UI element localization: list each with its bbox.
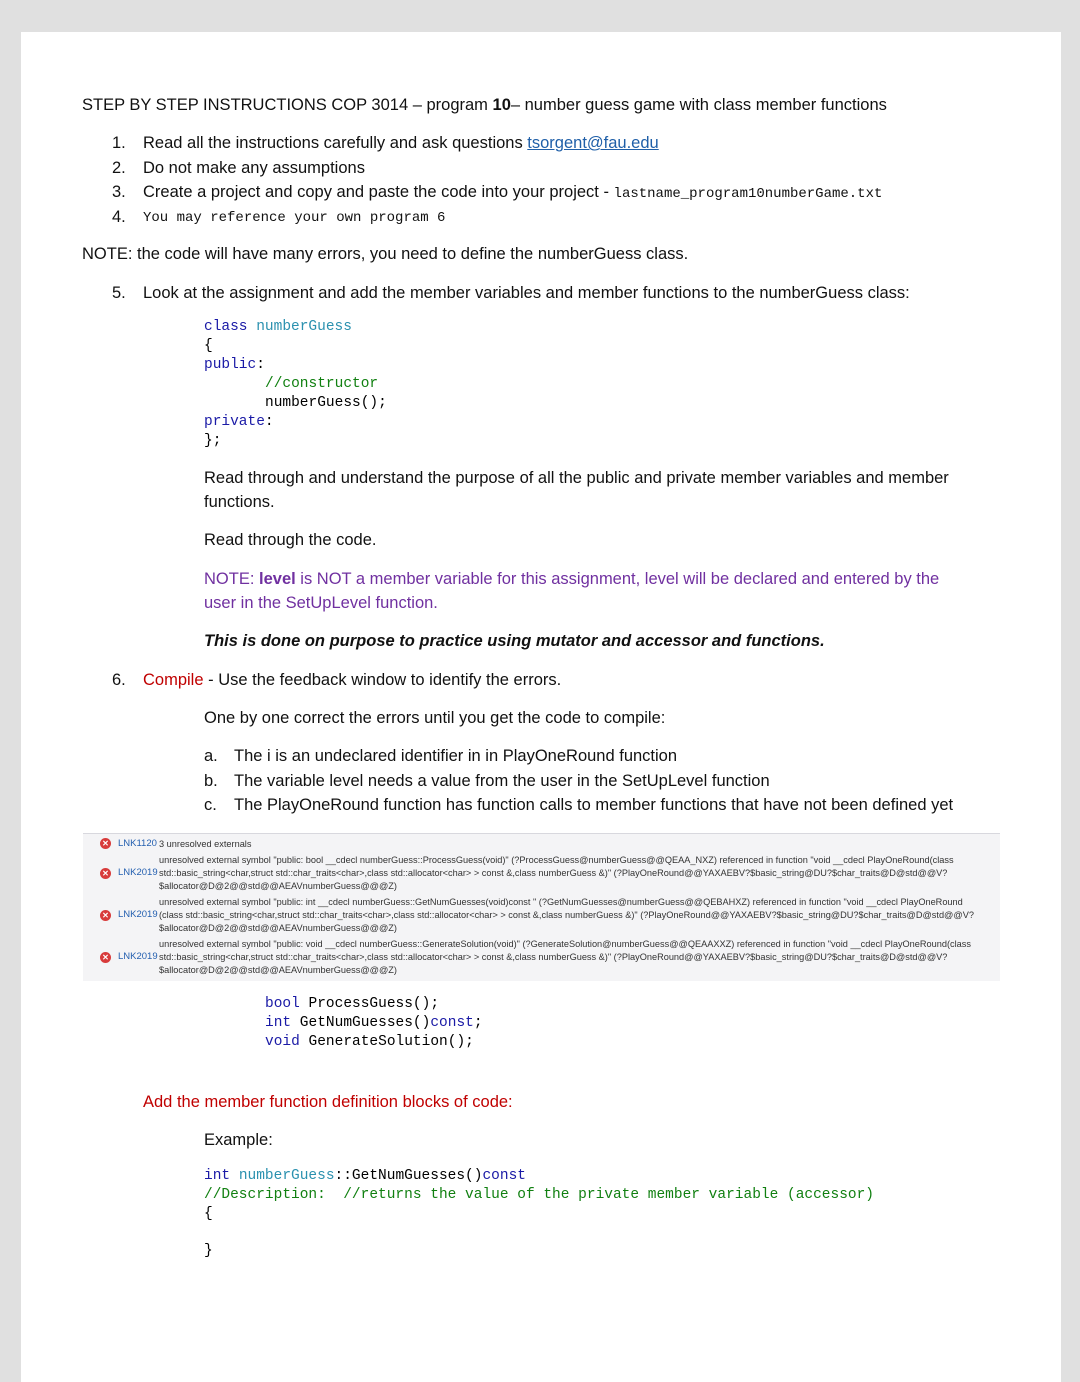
error-message[interactable]: unresolved external symbol "public: int __cdecl numberGuess::GetNumGuesses(void)const " (?GetNumGuesses@numberGuess@@QEBAHXZ) referenced in function "void __cdecl PlayOneRound <box>159 897 963 907</box>
error-message-cont: $allocator@D@2@@std@@AEAVnumberGuess@@@Z) <box>159 881 397 891</box>
step-number: 4. <box>112 208 126 226</box>
para-read-purpose: Read through and understand the purpose of all the public and private member variables and member <box>204 469 949 487</box>
error-circle-icon: ✕ <box>100 838 111 849</box>
emphasis-note: This is done on purpose to practice using mutator and accessor and functions. <box>204 632 825 650</box>
add-definitions-heading: Add the member function definition blocks of code: <box>143 1093 513 1111</box>
step-number: 6. <box>112 671 126 689</box>
para-correct-errors: One by one correct the errors until you get the code to compile: <box>204 709 666 727</box>
error-code[interactable]: LNK1120 <box>118 838 157 849</box>
note-level-cont: user in the SetUpLevel function. <box>204 594 438 612</box>
step-number: 5. <box>112 284 126 302</box>
step-number: 2. <box>112 159 126 177</box>
email-link[interactable]: tsorgent@fau.edu <box>527 134 659 152</box>
step-1: Read all the instructions carefully and ask questions tsorgent@fau.edu <box>143 134 659 152</box>
para-read-code: Read through the code. <box>204 531 377 549</box>
sub-step-letter: b. <box>204 772 218 790</box>
step-number: 1. <box>112 134 126 152</box>
error-code[interactable]: LNK2019 <box>118 909 158 920</box>
document-title: STEP BY STEP INSTRUCTIONS COP 3014 – program 10– number guess game with class member functions <box>82 96 887 114</box>
error-code[interactable]: LNK2019 <box>118 951 158 962</box>
note-class-errors: NOTE: the code will have many errors, you need to define the numberGuess class. <box>82 245 689 263</box>
error-circle-icon: ✕ <box>100 910 111 921</box>
filename-code: lastname_program10numberGame.txt <box>613 186 883 202</box>
note-level: NOTE: level is NOT a member variable for this assignment, level will be declared and entered by the <box>204 570 940 588</box>
error-message[interactable]: unresolved external symbol "public: bool __cdecl numberGuess::ProcessGuess(void)" (?ProcessGuess@numberGuess@@QEAA_NXZ) referenced in function "void __cdecl PlayOneRound(class <box>159 855 954 865</box>
document-page: STEP BY STEP INSTRUCTIONS COP 3014 – program 10– number guess game with class member functions 1. Read all the instructions carefully and ask questions tsorgent@fau.edu 2. Do not make any assumptions 3. Create a project and copy and paste the code into your project - lastname_program10numberGame.txt 4. You may reference your own program 6 NOTE: the code will have many errors, you need to define the numberGuess class. 5. Look at the assignment and add the member variables and member functions to the numberGuess class: class numberGuess { public: //constructor numberGuess(); private: }; Read through and understand the purpose of all the public and private member variables and member functions. Read through the code. NOTE: level is NOT a member variable for this assignment, level will be declared and entered by the user in the SetUpLevel function. This is done on purpose to practice using mutator and accessor and functions. 6. Compile - Use the feedback window to identify the errors. One by one correct the errors until you get the code to compile: a. The i is an undeclared identifier in in PlayOneRound function b. The variable level needs a value from the user in the SetUpLevel function c. The PlayOneRound function has function calls to member functions that have not been defined yet ✕ LNK1120 3 unresolved externals unresolved external symbol "public: bool __cdecl numberGuess::ProcessGuess(void)" (?ProcessGuess@numberGuess@@QEAA_NXZ) referenced in function "void __cdecl PlayOneRound(class ✕ LNK2019 std::basic_string<char,struct std::char_traits<char>,class std::allocator<char> > const &,class numberGuess &)" (?PlayOneRound@@YAXAEBV?$basic_string@DU?$char_traits@D@std@@V? $allocator@D@2@@std@@AEAVnumberGuess@@@Z) unresolved external symbol "public: int __cdecl numberGuess::GetNumGuesses(void)const " (?GetNumGuesses@numberGuess@@QEBAHXZ) referenced in function "void __cdecl PlayOneRound ✕ LNK2019 (class std::basic_string<char,struct std::char_traits<char>,class std::allocator<char> > const &,class numberGuess &)" (?PlayOneRound@@YAXAEBV?$basic_string@DU?$char_traits@D@std@@V? $allocator@D@2@@std@@AEAVnumberGuess@@@Z) unresolved external symbol "public: void __cdecl numberGuess::GenerateSolution(void)" (?GenerateSolution@numberGuess@@QEAAXXZ) referenced in function "void __cdecl PlayOneRound(class ✕ LNK2019 std::basic_string<char,struct std::char_traits<char>,class std::allocator<char> > const &,class numberGuess &)" (?PlayOneRound@@YAXAEBV?$basic_string@DU?$char_traits@D@std@@V? $allocator@D@2@@std@@AEAVnumberGuess@@@Z) bool ProcessGuess(); int GetNumGuesses()const; void GenerateSolution(); Add the member function definition blocks of code: Example: int numberGuess::GetNumGuesses()const //Description: //returns the value of the private member variable (accessor) { } <box>21 32 1061 1382</box>
sub-step-a: The i is an undeclared identifier in in PlayOneRound function <box>234 747 678 765</box>
error-message-cont: std::basic_string<char,struct std::char_traits<char>,class std::allocator<char> > const &,class numberGuess &)" (?PlayOneRound@@YAXAEBV?$basic_string@DU?$char_traits@D@std@@V? <box>159 868 948 878</box>
para-read-purpose-cont: functions. <box>204 493 275 511</box>
error-list-panel <box>83 833 1000 981</box>
error-message-cont: (class std::basic_string<char,struct std::char_traits<char>,class std::allocator<char> > const &,class numberGuess &)" (?PlayOneRound@@YAXAEBV?$basic_string@DU?$char_traits@D@std@@V? <box>159 910 974 920</box>
error-code[interactable]: LNK2019 <box>118 867 158 878</box>
sub-step-c: The PlayOneRound function has function calls to member functions that have not been defined yet <box>234 796 954 814</box>
sub-step-letter: a. <box>204 747 218 765</box>
error-message-cont: std::basic_string<char,struct std::char_traits<char>,class std::allocator<char> > const &,class numberGuess &)" (?PlayOneRound@@YAXAEBV?$basic_string@DU?$char_traits@D@std@@V? <box>159 952 948 962</box>
step-4: You may reference your own program 6 <box>143 210 446 226</box>
step-5: Look at the assignment and add the member variables and member functions to the numberGuess class: <box>143 284 910 302</box>
step-2: Do not make any assumptions <box>143 159 365 177</box>
error-message-cont: $allocator@D@2@@std@@AEAVnumberGuess@@@Z) <box>159 923 397 933</box>
step-number: 3. <box>112 183 126 201</box>
error-circle-icon: ✕ <box>100 868 111 879</box>
sub-step-letter: c. <box>204 796 217 814</box>
example-label: Example: <box>204 1131 273 1149</box>
step-3: Create a project and copy and paste the code into your project - lastname_program10numberGame.txt <box>143 183 883 202</box>
error-circle-icon: ✕ <box>100 952 111 963</box>
sub-step-b: The variable level needs a value from the user in the SetUpLevel function <box>234 772 770 790</box>
step-6: Compile - Use the feedback window to identify the errors. <box>143 671 562 689</box>
error-message[interactable]: 3 unresolved externals <box>159 839 252 849</box>
error-message-cont: $allocator@D@2@@std@@AEAVnumberGuess@@@Z) <box>159 965 397 975</box>
error-message[interactable]: unresolved external symbol "public: void __cdecl numberGuess::GenerateSolution(void)" (?GenerateSolution@numberGuess@@QEAAXXZ) referenced in function "void __cdecl PlayOneRound(class <box>159 939 971 949</box>
